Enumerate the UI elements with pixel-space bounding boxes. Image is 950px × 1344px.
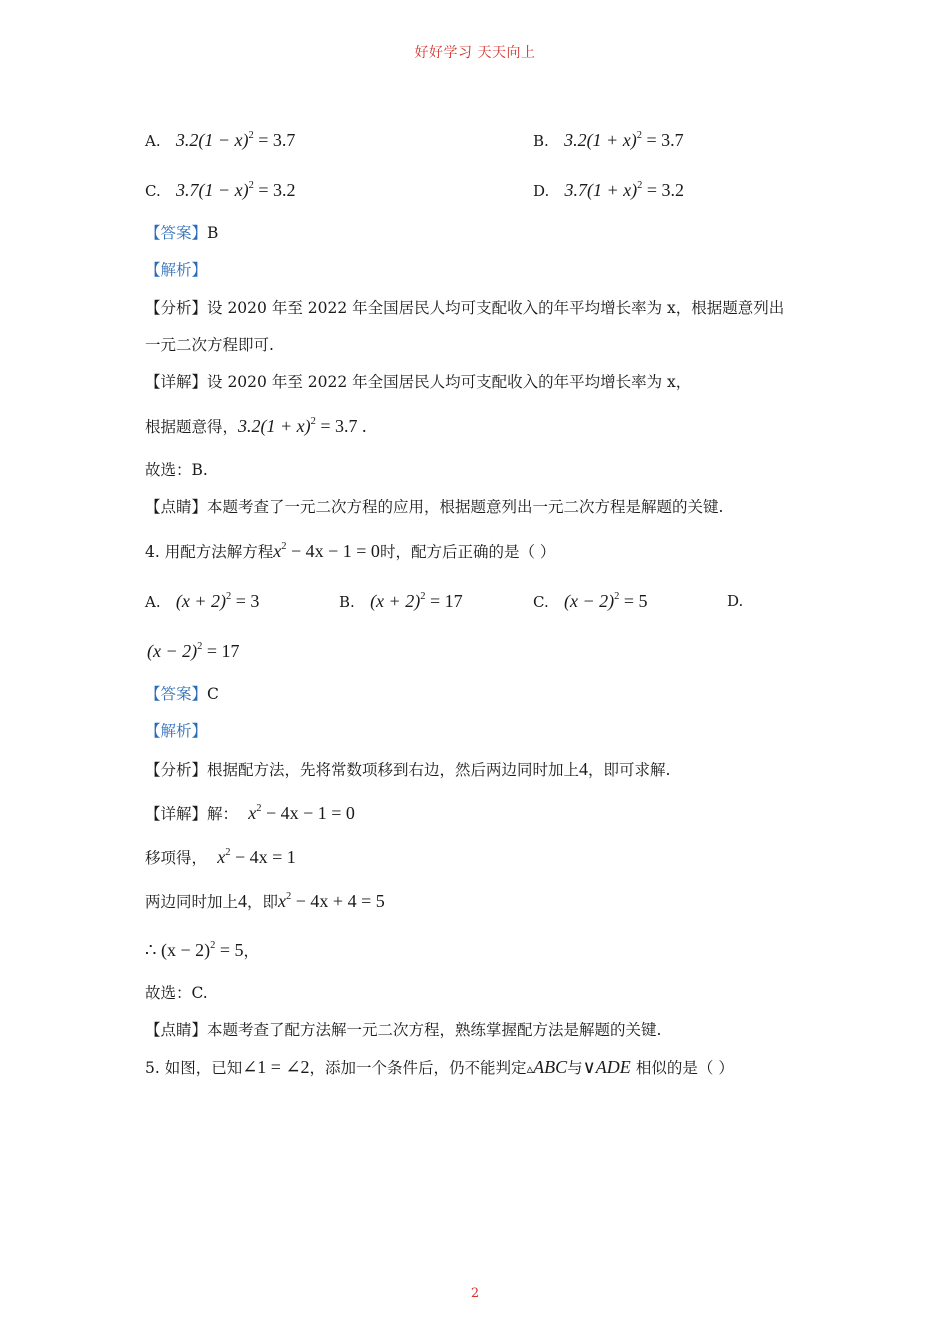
option-exp: 2 [636, 130, 642, 141]
q3-xiangjie-line1 [145, 371, 691, 393]
step-exp: 2 [256, 803, 262, 814]
xiangjie-tag: 【详解】 [145, 373, 208, 391]
step-eq-rhs: = 5 [215, 940, 244, 960]
q4-stem [145, 540, 555, 563]
step-exp: 2 [310, 416, 316, 427]
step-eq: x [278, 891, 287, 911]
stem-pre: 5. 如图，已知 [145, 1059, 243, 1077]
option-label: B. [533, 132, 549, 150]
option-eq-rhs: = 3.2 [253, 180, 296, 200]
step-eq-rhs: − 4x = 1 [230, 847, 296, 867]
dianjing-text: 本题考查了配方法解一元二次方程，熟练掌握配方法是解题的关键. [207, 1021, 662, 1039]
option-eq-rhs: = 17 [425, 591, 463, 611]
stem-mid: ，添加一个条件后，仍不能判定 [309, 1059, 527, 1077]
option-label: C. [145, 182, 161, 200]
step-eq: 3.2(1 + x) [238, 416, 311, 436]
triangle-symbol: ∨ [582, 1057, 596, 1077]
fenxi-text: 根据配方法，先将常数项移到右边，然后两边同时加上 [207, 761, 580, 779]
q3-analysis-tag: 【解析】 [145, 261, 208, 279]
answer-tag: 【答案】 [145, 224, 208, 242]
q3-option-a [145, 129, 295, 152]
option-exp: 2 [420, 591, 426, 602]
option-eq: (x + 2) [175, 591, 226, 611]
fenxi-text: 设 2020 年至 2022 年全国居民人均可支配收入的年平均增长率为 x，根据题意列出 [207, 299, 785, 317]
step-text-mid: ，即 [247, 893, 279, 911]
q4-analysis-tag: 【解析】 [145, 722, 208, 740]
q4-dianjing [145, 1019, 661, 1041]
q3-option-d [533, 179, 684, 202]
answer-value: C [207, 685, 219, 703]
q4-option-c [533, 590, 648, 613]
option-eq: (x − 2) [147, 641, 198, 661]
stem-eq: ∠1 = ∠2 [242, 1057, 310, 1077]
stem-eq: x [273, 541, 282, 561]
answer-tag: 【答案】 [145, 685, 208, 703]
option-eq-rhs: = 3 [231, 591, 260, 611]
option-eq: (x + 2) [370, 591, 421, 611]
triangle-abc: ABC [533, 1057, 568, 1077]
step-text: 两边同时加上 [145, 893, 239, 911]
dianjing-tag: 【点睛】 [145, 498, 208, 516]
option-label: C. [533, 593, 549, 611]
q4-option-a [145, 590, 259, 613]
triangle-symbol: ▵ [526, 1061, 534, 1076]
stem-eq-rhs: − 4x − 1 = 0 [286, 541, 380, 561]
step-eq-rhs: − 4x − 1 = 0 [261, 803, 355, 823]
step-exp: 2 [210, 940, 216, 951]
step-eq-rhs: − 4x + 4 = 5 [291, 891, 385, 911]
stem-mid2: 与 [567, 1059, 583, 1077]
q3-fenxi-line2: 一元二次方程即可. [145, 336, 274, 354]
option-eq: 3.2(1 − x) [175, 130, 249, 150]
q4-answer [145, 683, 219, 705]
xiangjie-tag: 【详解】 [145, 805, 208, 823]
option-eq-rhs: = 3.2 [642, 180, 685, 200]
option-exp: 2 [226, 591, 232, 602]
step-exp: 2 [286, 891, 292, 902]
step-eq: x [248, 803, 257, 823]
step-text: 移项得， [145, 849, 208, 867]
option-exp: 2 [614, 591, 620, 602]
q4-fenxi [145, 758, 670, 781]
q5-stem [145, 1056, 734, 1080]
fenxi-tag: 【分析】 [145, 299, 208, 317]
q3-step1 [145, 415, 367, 438]
option-exp: 2 [637, 180, 643, 191]
option-eq: 3.2(1 + x) [564, 130, 637, 150]
q3-answer [145, 222, 218, 244]
option-exp: 2 [248, 180, 254, 191]
step-eq-rhs: = 3.7 [315, 416, 358, 436]
q4-option-d-label: D. [727, 592, 744, 610]
q4-xiangjie [145, 802, 355, 825]
step-end: ， [243, 942, 260, 960]
option-exp: 2 [248, 130, 254, 141]
q4-step2 [145, 846, 296, 869]
q4-option-b [339, 590, 463, 613]
answer-value: B [207, 224, 219, 242]
option-label: A. [145, 593, 161, 611]
q4-choose: 故选：C. [145, 984, 208, 1002]
xiangjie-text: 设 2020 年至 2022 年全国居民人均可支配收入的年平均增长率为 x， [207, 373, 692, 391]
q4-option-d-eq [147, 640, 240, 662]
q3-choose: 故选：B. [145, 461, 208, 479]
q4-step3 [145, 890, 385, 913]
q3-option-b [533, 129, 684, 152]
dianjing-tag: 【点睛】 [145, 1021, 208, 1039]
step-eq: ∴ (x − 2) [145, 940, 211, 960]
step-exp: 2 [225, 847, 231, 858]
fenxi-tag: 【分析】 [145, 761, 208, 779]
step-end: . [357, 416, 367, 436]
option-eq-rhs: = 3.7 [641, 130, 684, 150]
q3-fenxi-line1 [145, 297, 784, 319]
dianjing-text: 本题考查了一元二次方程的应用，根据题意列出一元二次方程是解题的关键. [207, 498, 724, 516]
option-label: D. [533, 182, 550, 200]
option-eq: 3.7(1 − x) [175, 180, 249, 200]
page-number: 2 [470, 1286, 480, 1301]
stem-pre: 4. 用配方法解方程 [145, 543, 274, 561]
step-text: 根据题意得， [145, 418, 239, 436]
option-label: B. [339, 593, 355, 611]
option-eq-rhs: = 17 [202, 641, 240, 661]
fenxi-text-end: ，即可求解. [588, 761, 671, 779]
option-label: A. [145, 132, 161, 150]
option-eq-rhs: = 3.7 [253, 130, 296, 150]
q3-dianjing [145, 496, 723, 518]
q3-option-c [145, 179, 296, 202]
fenxi-number: 4 [579, 759, 589, 779]
stem-post: 时，配方后正确的是（ ） [379, 543, 556, 561]
option-eq: 3.7(1 + x) [564, 180, 638, 200]
xiangjie-text: 解： [207, 805, 239, 823]
step-eq: x [217, 847, 226, 867]
q4-step4 [145, 939, 259, 962]
triangle-ade: ADE [595, 1057, 631, 1077]
page-header: 好好学习 天天向上 [414, 45, 536, 61]
stem-exp: 2 [281, 541, 287, 552]
option-eq-rhs: = 5 [619, 591, 648, 611]
option-eq: (x − 2) [563, 591, 615, 611]
step-number: 4 [238, 891, 248, 911]
stem-post: 相似的是（ ） [635, 1059, 734, 1077]
option-exp: 2 [197, 641, 203, 652]
